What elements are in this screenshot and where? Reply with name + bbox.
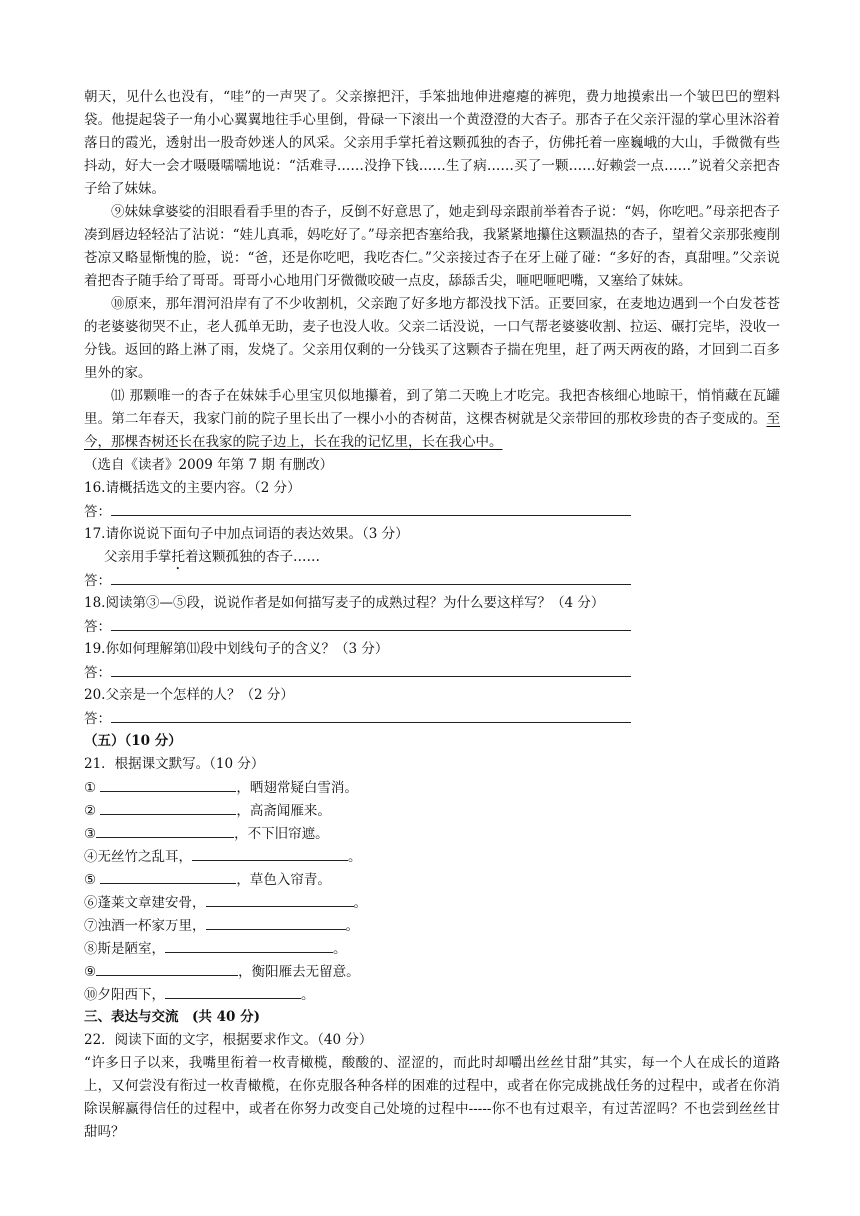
recite-item-7: ⑦浊酒一杯家万里， 。 [84, 914, 780, 937]
recite-item-2: ② ，高斋闻雁来。 [84, 799, 780, 822]
recite-item-9: ⑨ ，衡阳雁去无留意。 [84, 960, 780, 983]
recite-blank-3[interactable] [96, 822, 234, 838]
answer-label: 答： [84, 573, 111, 589]
recite-item-1: ① ，晒翅常疑白雪消。 [84, 776, 780, 799]
answer-label: 答： [84, 711, 111, 727]
section-5-heading: （五）（10 分） [84, 733, 182, 749]
essay-prompt: “许多日子以来，我嘴里衔着一枚青橄榄，酸酸的、涩涩的，而此时却嚼出丝丝甘甜”其实，每一个人在成长的道路上，又何尝没有衔过一枚青橄榄，在你克服各种各样的困难的过程中，或者在你完成挑战任务的过程中，或者在你消除误解赢得信任的过程中，或者在你努力改变自己处境的过程中-----你不也有过艰辛，有过苦涩吗？不也尝到丝丝甘甜吗？ [84, 1055, 780, 1140]
question-22: 22．阅读下面的文字，根据要求作文。（40 分） [84, 1032, 373, 1048]
answer-17-blank[interactable] [111, 569, 631, 585]
recite-blank-1[interactable] [100, 776, 236, 792]
paragraph-11 [84, 385, 780, 454]
recite-blank-10[interactable] [165, 983, 301, 999]
question-21: 21．根据课文默写。（10 分） [84, 756, 265, 772]
recite-item-5: ⑤ ，草色入帘青。 [84, 868, 780, 891]
recite-item-10: ⑩夕阳西下， 。 [84, 983, 780, 1006]
recite-item-4: ④无丝竹之乱耳， 。 [84, 845, 780, 868]
question-16: 16.请概括选文的主要内容。（2 分） [84, 480, 301, 496]
paragraph-10: ⑩原来，那年渭河沿岸有了不少收割机，父亲跑了好多地方都没找下活。正要回家，在麦地边遇到一个白发苍苍的老婆婆彻哭不止，老人孤单无助，麦子也没人收。父亲二话没说，一口气帮老婆婆收割、拉运、碾打完毕，没收一分钱。返回的路上淋了雨，发烧了。父亲用仅剩的一分钱买了这颗杏子揣在兜里，赶了两天两夜的路，才回到二百多里外的家。 [84, 296, 780, 381]
question-17-quote [84, 546, 780, 569]
recite-blank-5[interactable] [100, 868, 236, 884]
recite-blank-8[interactable] [165, 937, 333, 953]
recite-blank-4[interactable] [192, 845, 348, 861]
recite-item-3: ③ ，不下旧帘遮。 [84, 822, 780, 845]
recite-item-8: ⑧斯是陋室， 。 [84, 937, 780, 960]
recite-blank-6[interactable] [206, 891, 354, 907]
quote-before: 父亲用手掌 [104, 549, 172, 565]
section-3-heading: 三、表达与交流 (共 40 分) [84, 1009, 260, 1025]
recite-blank-7[interactable] [206, 914, 346, 930]
answer-16 [84, 500, 780, 523]
answer-19-blank[interactable] [111, 661, 631, 677]
answer-20 [84, 707, 780, 730]
question-18: 18.阅读第③—⑤段，说说作者是如何描写麦子的成熟过程？为什么要这样写？（4 分） [84, 595, 605, 611]
question-17: 17.请你说说下面句子中加点词语的表达效果。（3 分） [84, 526, 409, 542]
dotted-word: 托 [171, 549, 185, 565]
answer-label: 答： [84, 504, 111, 520]
recite-item-6: ⑥蓬莱文章建安骨， 。 [84, 891, 780, 914]
source-note: （选自《读者》2009 年第 7 期 有删改） [84, 457, 334, 473]
answer-18 [84, 615, 780, 638]
answer-label: 答： [84, 619, 111, 635]
recite-blank-9[interactable] [96, 960, 238, 976]
quote-after: 着这颗孤独的杏子…… [185, 549, 320, 565]
recite-blank-2[interactable] [100, 799, 236, 815]
paragraph-8: 朝天，见什么也没有，“哇”的一声哭了。父亲擦把汗，手笨拙地伸进瘪瘪的裤兜，费力地摸索出一个皱巴巴的塑料袋。他提起袋子一角小心翼翼地往手心里倒，骨碌一下滚出一个黄澄澄的大杏子。那杏子在父亲汗湿的掌心里沐浴着落日的霞光，透射出一股奇妙迷人的风采。父亲用手掌托着这颗孤独的杏子，仿佛托着一座巍峨的大山，手微微有些抖动，好大一会才嗫嗫嚅嚅地说：“活难寻……没挣下钱……生了病……买了一颗……好赖尝一点……”说着父亲把杏子给了妹妹。 [84, 89, 780, 197]
question-19: 19.你如何理解第⑾段中划线句子的含义？（3 分） [84, 641, 389, 657]
answer-18-blank[interactable] [111, 615, 631, 631]
paragraph-9: ⑨妹妹拿婆娑的泪眼看看手里的杏子，反倒不好意思了，她走到母亲跟前举着杏子说：“妈，你吃吧。”母亲把杏子凑到唇边轻轻沾了沾说：“娃儿真乖，妈吃好了。”母亲把杏塞给我，我紧紧地攥住这颗温热的杏子，望着父亲那张瘦削苍凉又略显惭愧的脸，说：“爸，还是你吃吧，我吃杏仁。”父亲接过杏子在牙上碰了碰：“多好的杏，真甜哩。”父亲说着把杏子随手给了哥哥。哥哥小心地用门牙微微咬破一点皮，舔舔舌尖，咂吧咂吧嘴，又塞给了妹妹。 [84, 204, 780, 289]
answer-label: 答： [84, 665, 111, 681]
paragraph-11-text: ⑾ 那颗唯一的杏子在妹妹手心里宝贝似地攥着，到了第二天晚上才吃完。我把杏核细心地晾干，悄悄藏在瓦罐里。第二年春天，我家门前的院子里长出了一棵小小的杏树苗，这棵杏树就是父亲带回的那枚珍贵的杏子变成的。 [84, 388, 780, 427]
answer-16-blank[interactable] [111, 500, 631, 516]
question-20: 20.父亲是一个怎样的人？（2 分） [84, 687, 294, 703]
answer-20-blank[interactable] [111, 707, 631, 723]
underlined-sentence: 至今，那棵杏树还长在我家的院子边上，长在我的记忆里，长在我心中。 [84, 411, 780, 450]
answer-17 [84, 569, 780, 592]
exam-page [84, 86, 780, 1144]
answer-19 [84, 661, 780, 684]
